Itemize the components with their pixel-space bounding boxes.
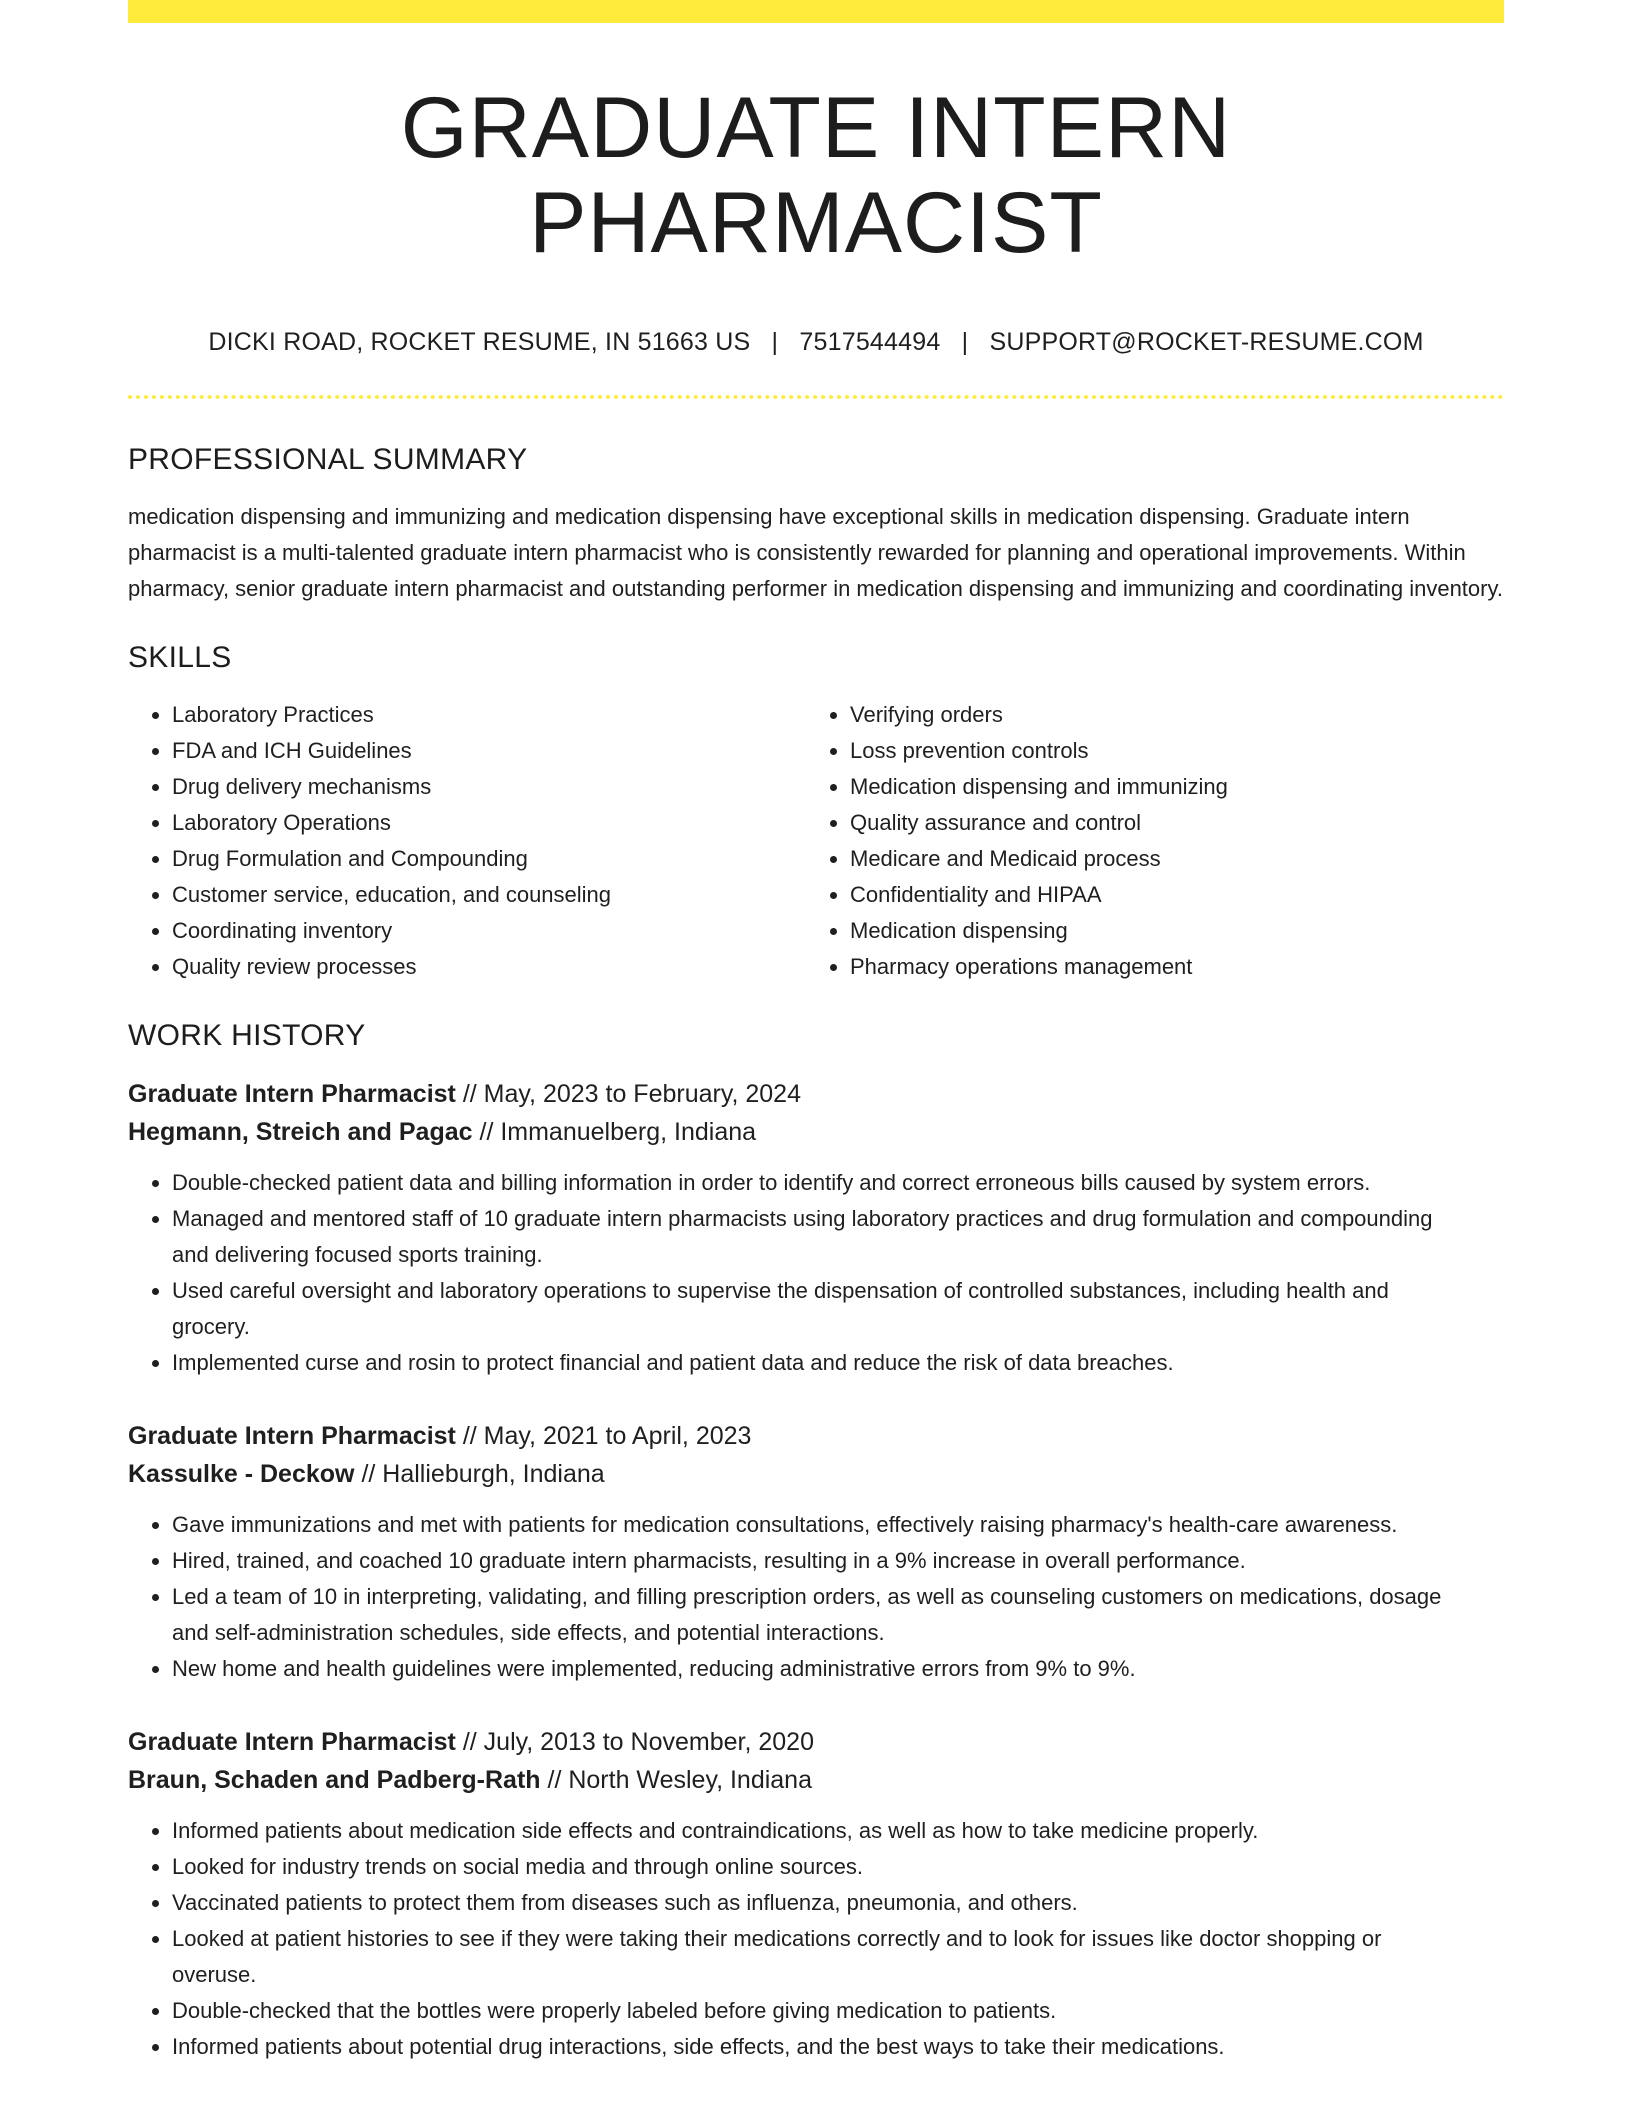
skill-item: • Quality assurance and control: [850, 805, 1484, 841]
contact-email: SUPPORT@ROCKET-RESUME.COM: [989, 328, 1424, 357]
skills-grid: [128, 697, 1504, 985]
work-history-heading: WORK HISTORY: [128, 1019, 366, 1053]
job-location: // Hallieburgh, Indiana: [361, 1460, 605, 1489]
skill-item: • Quality review processes: [172, 949, 806, 985]
job-company-line: [128, 1113, 1504, 1151]
job-title: Graduate Intern Pharmacist: [128, 1728, 456, 1757]
contact-line: [128, 328, 1504, 357]
skill-item: • Pharmacy operations management: [850, 949, 1484, 985]
job-company: Braun, Schaden and Padberg-Rath: [128, 1766, 541, 1795]
job-location: // North Wesley, Indiana: [547, 1766, 812, 1795]
job-bullet: • Informed patients about potential drug interactions, side effects, and the best ways to take their medications.: [172, 2029, 1504, 2065]
job-bullet: • Looked at patient histories to see if they were taking their medications correctly and to look for issues like doctor shopping or overuse.: [172, 1921, 1504, 1993]
dotted-divider: [128, 395, 1504, 399]
job-bullet: • Double-checked that the bottles were properly labeled before giving medication to patients.: [172, 1993, 1504, 2029]
job-company-line: [128, 1761, 1504, 1799]
skill-item: • Drug delivery mechanisms: [172, 769, 806, 805]
job-company: Kassulke - Deckow: [128, 1460, 355, 1489]
skill-item: • Drug Formulation and Compounding: [172, 841, 806, 877]
skill-item: • Customer service, education, and counseling: [172, 877, 806, 913]
skill-item: • Verifying orders: [850, 697, 1484, 733]
job-title-line: [128, 1075, 1504, 1113]
skill-item: • Coordinating inventory: [172, 913, 806, 949]
skill-item: • Medication dispensing: [850, 913, 1484, 949]
skills-heading: SKILLS: [128, 641, 232, 675]
skill-item: • Laboratory Practices: [172, 697, 806, 733]
job-bullet: • Led a team of 10 in interpreting, validating, and filling prescription orders, as well as counseling customers on medications, dosage and self-administration schedules, side effects, and potential interactions.: [172, 1579, 1504, 1651]
resume-name: GRADUATE INTERN PHARMACIST: [400, 80, 1232, 271]
accent-bar: [128, 0, 1504, 23]
summary-text: medication dispensing and immunizing and medication dispensing have exceptional skills in medication dispensing. Graduate intern pharmacist is a multi-talented graduate intern pharmacist who is consistently rewarded for planning and operational improvements. Within pharmacy, senior graduate intern pharmacist and outstanding performer in medication dispensing and immunizing and coordinating inventory.: [128, 504, 1503, 602]
skill-item: • Medicare and Medicaid process: [850, 841, 1484, 877]
contact-separator: |: [961, 328, 969, 357]
contact-phone: 7517544494: [799, 328, 941, 357]
job-bullet: • Hired, trained, and coached 10 graduate intern pharmacists, resulting in a 9% increase in overall performance.: [172, 1543, 1504, 1579]
job-title-line: [128, 1417, 1504, 1455]
job-title: Graduate Intern Pharmacist: [128, 1422, 456, 1451]
job-bullets: [128, 1507, 1504, 1687]
job-bullet: • Gave immunizations and met with patients for medication consultations, effectively raising pharmacy's health-care awareness.: [172, 1507, 1504, 1543]
job-dates: // May, 2021 to April, 2023: [462, 1422, 752, 1451]
skill-item: • Laboratory Operations: [172, 805, 806, 841]
job-bullet: • Looked for industry trends on social media and through online sources.: [172, 1849, 1504, 1885]
job-bullet: • Informed patients about medication side effects and contraindications, as well as how to take medicine properly.: [172, 1813, 1504, 1849]
job-bullets: [128, 1813, 1504, 2065]
job-bullet: • New home and health guidelines were implemented, reducing administrative errors from 9% to 9%.: [172, 1651, 1504, 1687]
skill-item: • Loss prevention controls: [850, 733, 1484, 769]
job-bullet: • Vaccinated patients to protect them from diseases such as influenza, pneumonia, and others.: [172, 1885, 1504, 1921]
job-entry: [128, 1417, 1504, 1687]
job-company-line: [128, 1455, 1504, 1493]
skills-list-right: [806, 697, 1484, 985]
job-bullet: • Used careful oversight and laboratory operations to supervise the dispensation of controlled substances, including health and grocery.: [172, 1273, 1504, 1345]
job-entry: [128, 1723, 1504, 2065]
job-dates: // July, 2013 to November, 2020: [462, 1728, 814, 1757]
job-title-line: [128, 1723, 1504, 1761]
job-title: Graduate Intern Pharmacist: [128, 1080, 456, 1109]
contact-separator: |: [771, 328, 779, 357]
resume-page: [128, 0, 1504, 2065]
job-bullet: • Managed and mentored staff of 10 graduate intern pharmacists using laboratory practices and drug formulation and compounding and delivering focused sports training.: [172, 1201, 1504, 1273]
job-entry: [128, 1075, 1504, 1381]
contact-address: DICKI ROAD, ROCKET RESUME, IN 51663 US: [208, 328, 751, 357]
job-bullet: • Double-checked patient data and billing information in order to identify and correct erroneous bills caused by system errors.: [172, 1165, 1504, 1201]
job-bullets: [128, 1165, 1504, 1381]
skill-item: • FDA and ICH Guidelines: [172, 733, 806, 769]
job-company: Hegmann, Streich and Pagac: [128, 1118, 473, 1147]
summary-heading: PROFESSIONAL SUMMARY: [128, 443, 528, 477]
job-bullet: • Implemented curse and rosin to protect financial and patient data and reduce the risk of data breaches.: [172, 1345, 1504, 1381]
skills-list-left: [128, 697, 806, 985]
skill-item: • Confidentiality and HIPAA: [850, 877, 1484, 913]
job-location: // Immanuelberg, Indiana: [479, 1118, 757, 1147]
job-dates: // May, 2023 to February, 2024: [462, 1080, 801, 1109]
skill-item: • Medication dispensing and immunizing: [850, 769, 1484, 805]
